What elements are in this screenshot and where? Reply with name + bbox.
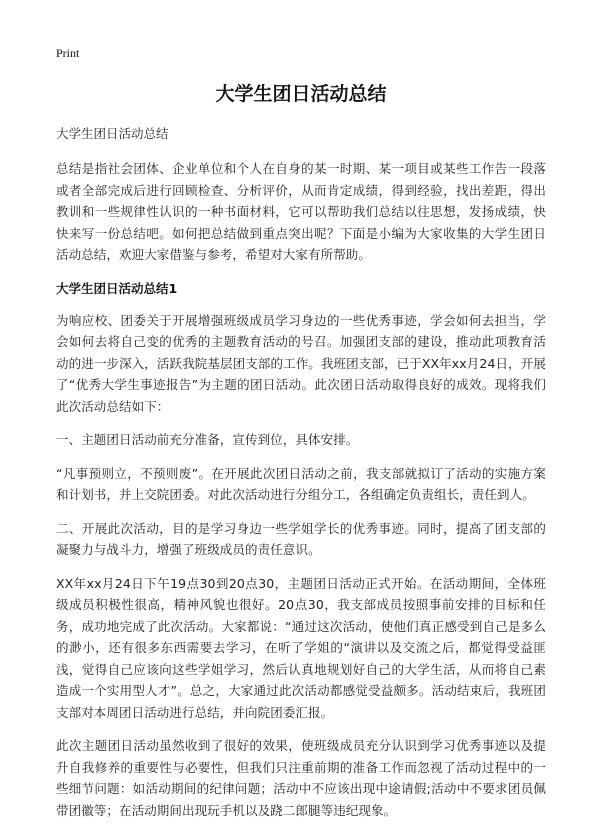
body-paragraph-3: “凡事预则立，不预则废”。在开展此次团日活动之前，我支部就拟订了活动的实施方案和计划书，并上交院团委。对此次活动进行分组分工，各组确定负责组长，责任到人。 [56,465,546,502]
body-paragraph-5: XX年xx月24日下午19点30到20点30，主题团日活动正式开始。在活动期间，全体班级成员积极性很高，精神风貌也很好。20点30，我支部成员按照事前安排的目标和任务，成功地完成了此次活动。大家都说：“通过这次活动，使他们真正感受到自己是多么的渺小，还有很多东西需要去学习，在听了学姐的“演讲以及交流之后，都觉得受益匪浅，觉得自己应该向这些学姐学习，然后认真地规划好自己的大学生活，从而将自己素造成一个实用型人才”。总之，大家通过此次活动都感觉受益颇多。活动结束后，我班团支部对本周团日活动进行总结，并向院团委汇报。 [56,575,546,720]
page-title: 大学生团日活动总结 [215,83,387,105]
intro-paragraph: 总结是指社会团体、企业单位和个人在自身的某一时期、某一项目或某些工作告一段落或者全部完成后进行回顾检查、分析评价，从而肯定成绩，得到经验，找出差距，得出教训和一些规律性认识的一种书面材料，它可以帮助我们总结以往思想，发扬成绩，快快来写一份总结吧。如何把总结做到重点突出呢？下面是小编为大家收集的大学生团日活动总结，欢迎大家借鉴与参考，希望对大家有所帮助。 [56,161,546,262]
section-heading: 大学生团日活动总结1 [56,280,178,296]
document-body [56,80,546,833]
body-paragraph-1: 为响应校、团委关于开展增强班级成员学习身边的一些优秀事迹，学会如何去担当，学会如何去将自己变的优秀的主题教育活动的号召。加强团支部的建设，推动此项教育活动的进一步深入，活跃我院基层团支部的工作。我班团支部，已于XX年xx月24日，开展了“优秀大学生事迹报告”为主题的团日活动。此次团日活动取得良好的成效。现将我们此次活动总结如下： [56,312,546,414]
body-paragraph-4: 二、开展此次活动，目的是学习身边一些学姐学长的优秀事迹。同时，提高了团支部的凝聚力与战斗力，增强了班级成员的责任意识。 [56,520,546,557]
body-paragraph-2: 一、主题团日活动前充分准备，宣传到位，具体安排。 [56,432,359,447]
print-link[interactable]: Print [56,46,80,60]
body-paragraph-6: 此次主题团日活动虽然收到了很好的效果，使班级成员充分认识到学习优秀事迹以及提升自我修养的重要性与必要性，但我们只注重前期的准备工作而忽视了活动过程中的一些细节问题：如活动期间的纪律问题；活动中不应该出现中途请假;活动中不要求团员佩带团徽等；在活动期间出现玩手机以及跷二郎腿等违纪现象。 [56,738,546,818]
document-subtitle: 大学生团日活动总结 [56,126,169,141]
